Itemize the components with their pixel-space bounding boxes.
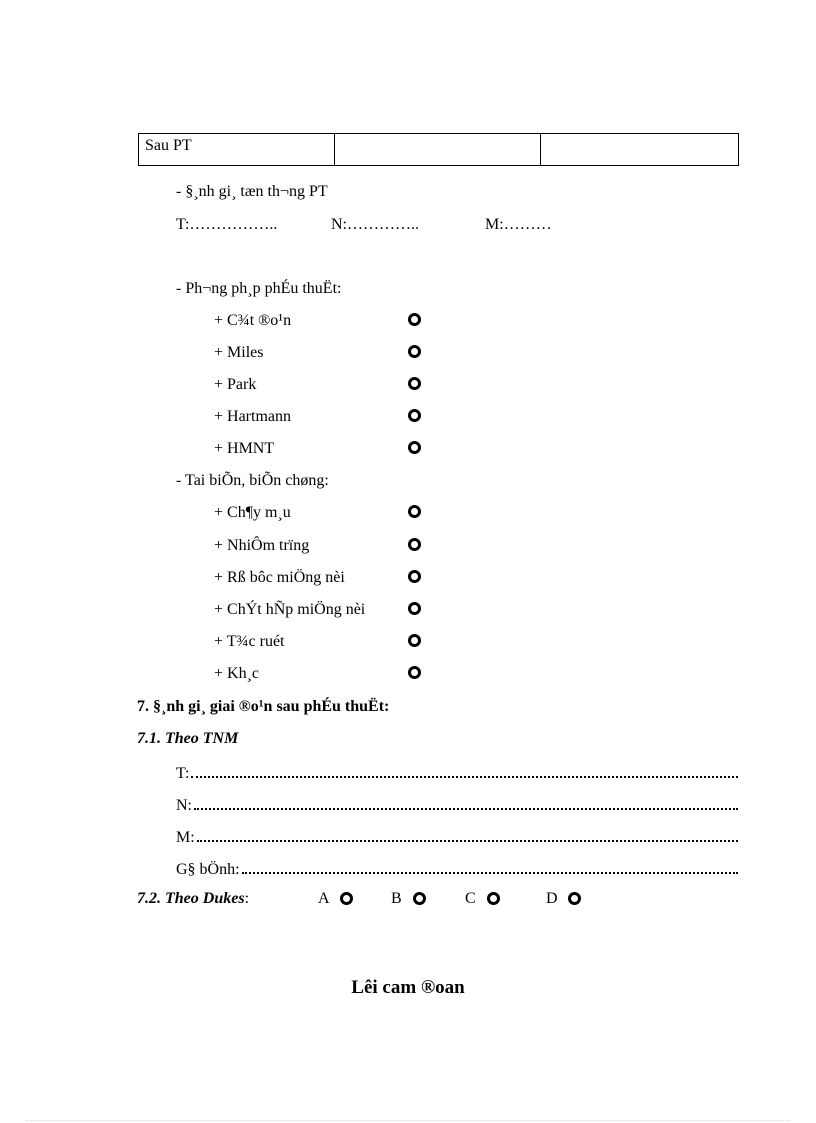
- section7-title: 7. §¸nh gi¸ giai ®o¹n sau phÉu thuËt:: [137, 698, 390, 715]
- table-cell[interactable]: [541, 134, 739, 166]
- tnm-n-field: N:…………..: [331, 216, 419, 233]
- complication-item: + Kh¸c: [214, 665, 260, 682]
- dukes-option-d[interactable]: [546, 889, 558, 909]
- complication-item: + T¾c ruét: [214, 633, 285, 650]
- dukes-label: C: [465, 890, 476, 907]
- dotted-fill: [197, 825, 738, 842]
- page-bottom-divider: [26, 1120, 790, 1121]
- table-row-label: Sau PT: [139, 134, 335, 166]
- radio-circle-icon[interactable]: [413, 892, 426, 905]
- method-item: + HMNT: [214, 440, 275, 457]
- radio-circle-icon[interactable]: [408, 538, 421, 551]
- method-item: + C¾t ®o¹n: [214, 312, 292, 329]
- complication-item: + Ch¶y m¸u: [214, 504, 291, 521]
- tnm-line-label: N:: [176, 797, 192, 814]
- tnm-line-label: M:: [176, 829, 195, 846]
- radio-circle-icon[interactable]: [408, 602, 421, 615]
- dukes-option-b[interactable]: [391, 889, 402, 909]
- dotted-fill: [194, 793, 738, 810]
- tnm-line-label: T:: [176, 765, 190, 782]
- section72-title: 7.2. Theo Dukes: [137, 890, 245, 907]
- complication-heading: - Tai biÕn, biÕn chøng:: [176, 472, 329, 489]
- tnm-n-line[interactable]: [176, 793, 738, 816]
- method-heading: - Ph¬ng ph¸p phÉu thuËt:: [176, 280, 342, 297]
- radio-circle-icon[interactable]: [408, 313, 421, 326]
- radio-circle-icon[interactable]: [408, 345, 421, 358]
- complication-item: + NhiÔm trïng: [214, 537, 310, 554]
- tnm-t-line[interactable]: [176, 761, 738, 784]
- dukes-label: B: [391, 890, 402, 907]
- result-table: [138, 133, 739, 166]
- radio-circle-icon[interactable]: [408, 634, 421, 647]
- closing-heading: Lêi cam ®oan: [351, 977, 465, 998]
- tnm-t-field: T:……………..: [176, 216, 278, 233]
- dukes-option-a[interactable]: [318, 889, 330, 909]
- radio-circle-icon[interactable]: [340, 892, 353, 905]
- section72-title-wrap: [137, 889, 249, 909]
- radio-circle-icon[interactable]: [408, 570, 421, 583]
- section72-colon: :: [244, 890, 250, 907]
- table-row: [139, 134, 739, 166]
- radio-circle-icon[interactable]: [487, 892, 500, 905]
- tnm-m-line[interactable]: [176, 825, 738, 848]
- eval-heading: - §¸nh gi¸ tæn th¬ng PT: [176, 183, 328, 200]
- radio-circle-icon[interactable]: [568, 892, 581, 905]
- radio-circle-icon[interactable]: [408, 505, 421, 518]
- dukes-label: D: [546, 890, 558, 907]
- tnm-m-field: M:………: [485, 216, 552, 233]
- dukes-label: A: [318, 890, 330, 907]
- dukes-option-c[interactable]: [465, 889, 476, 909]
- radio-circle-icon[interactable]: [408, 666, 421, 679]
- dotted-fill: [191, 761, 738, 778]
- complication-item: + ChÝt hÑp miÖng nèi: [214, 601, 366, 618]
- dotted-fill: [242, 857, 738, 874]
- complication-item: + Rß bôc miÖng nèi: [214, 569, 345, 586]
- stage-line[interactable]: [176, 857, 738, 880]
- radio-circle-icon[interactable]: [408, 441, 421, 454]
- tnm-line-label: G§ bÖnh:: [176, 861, 240, 878]
- method-item: + Park: [214, 376, 257, 393]
- radio-circle-icon[interactable]: [408, 409, 421, 422]
- method-item: + Hartmann: [214, 408, 291, 425]
- table-cell[interactable]: [335, 134, 541, 166]
- section71-title: 7.1. Theo TNM: [137, 730, 239, 747]
- radio-circle-icon[interactable]: [408, 377, 421, 390]
- method-item: + Miles: [214, 344, 264, 361]
